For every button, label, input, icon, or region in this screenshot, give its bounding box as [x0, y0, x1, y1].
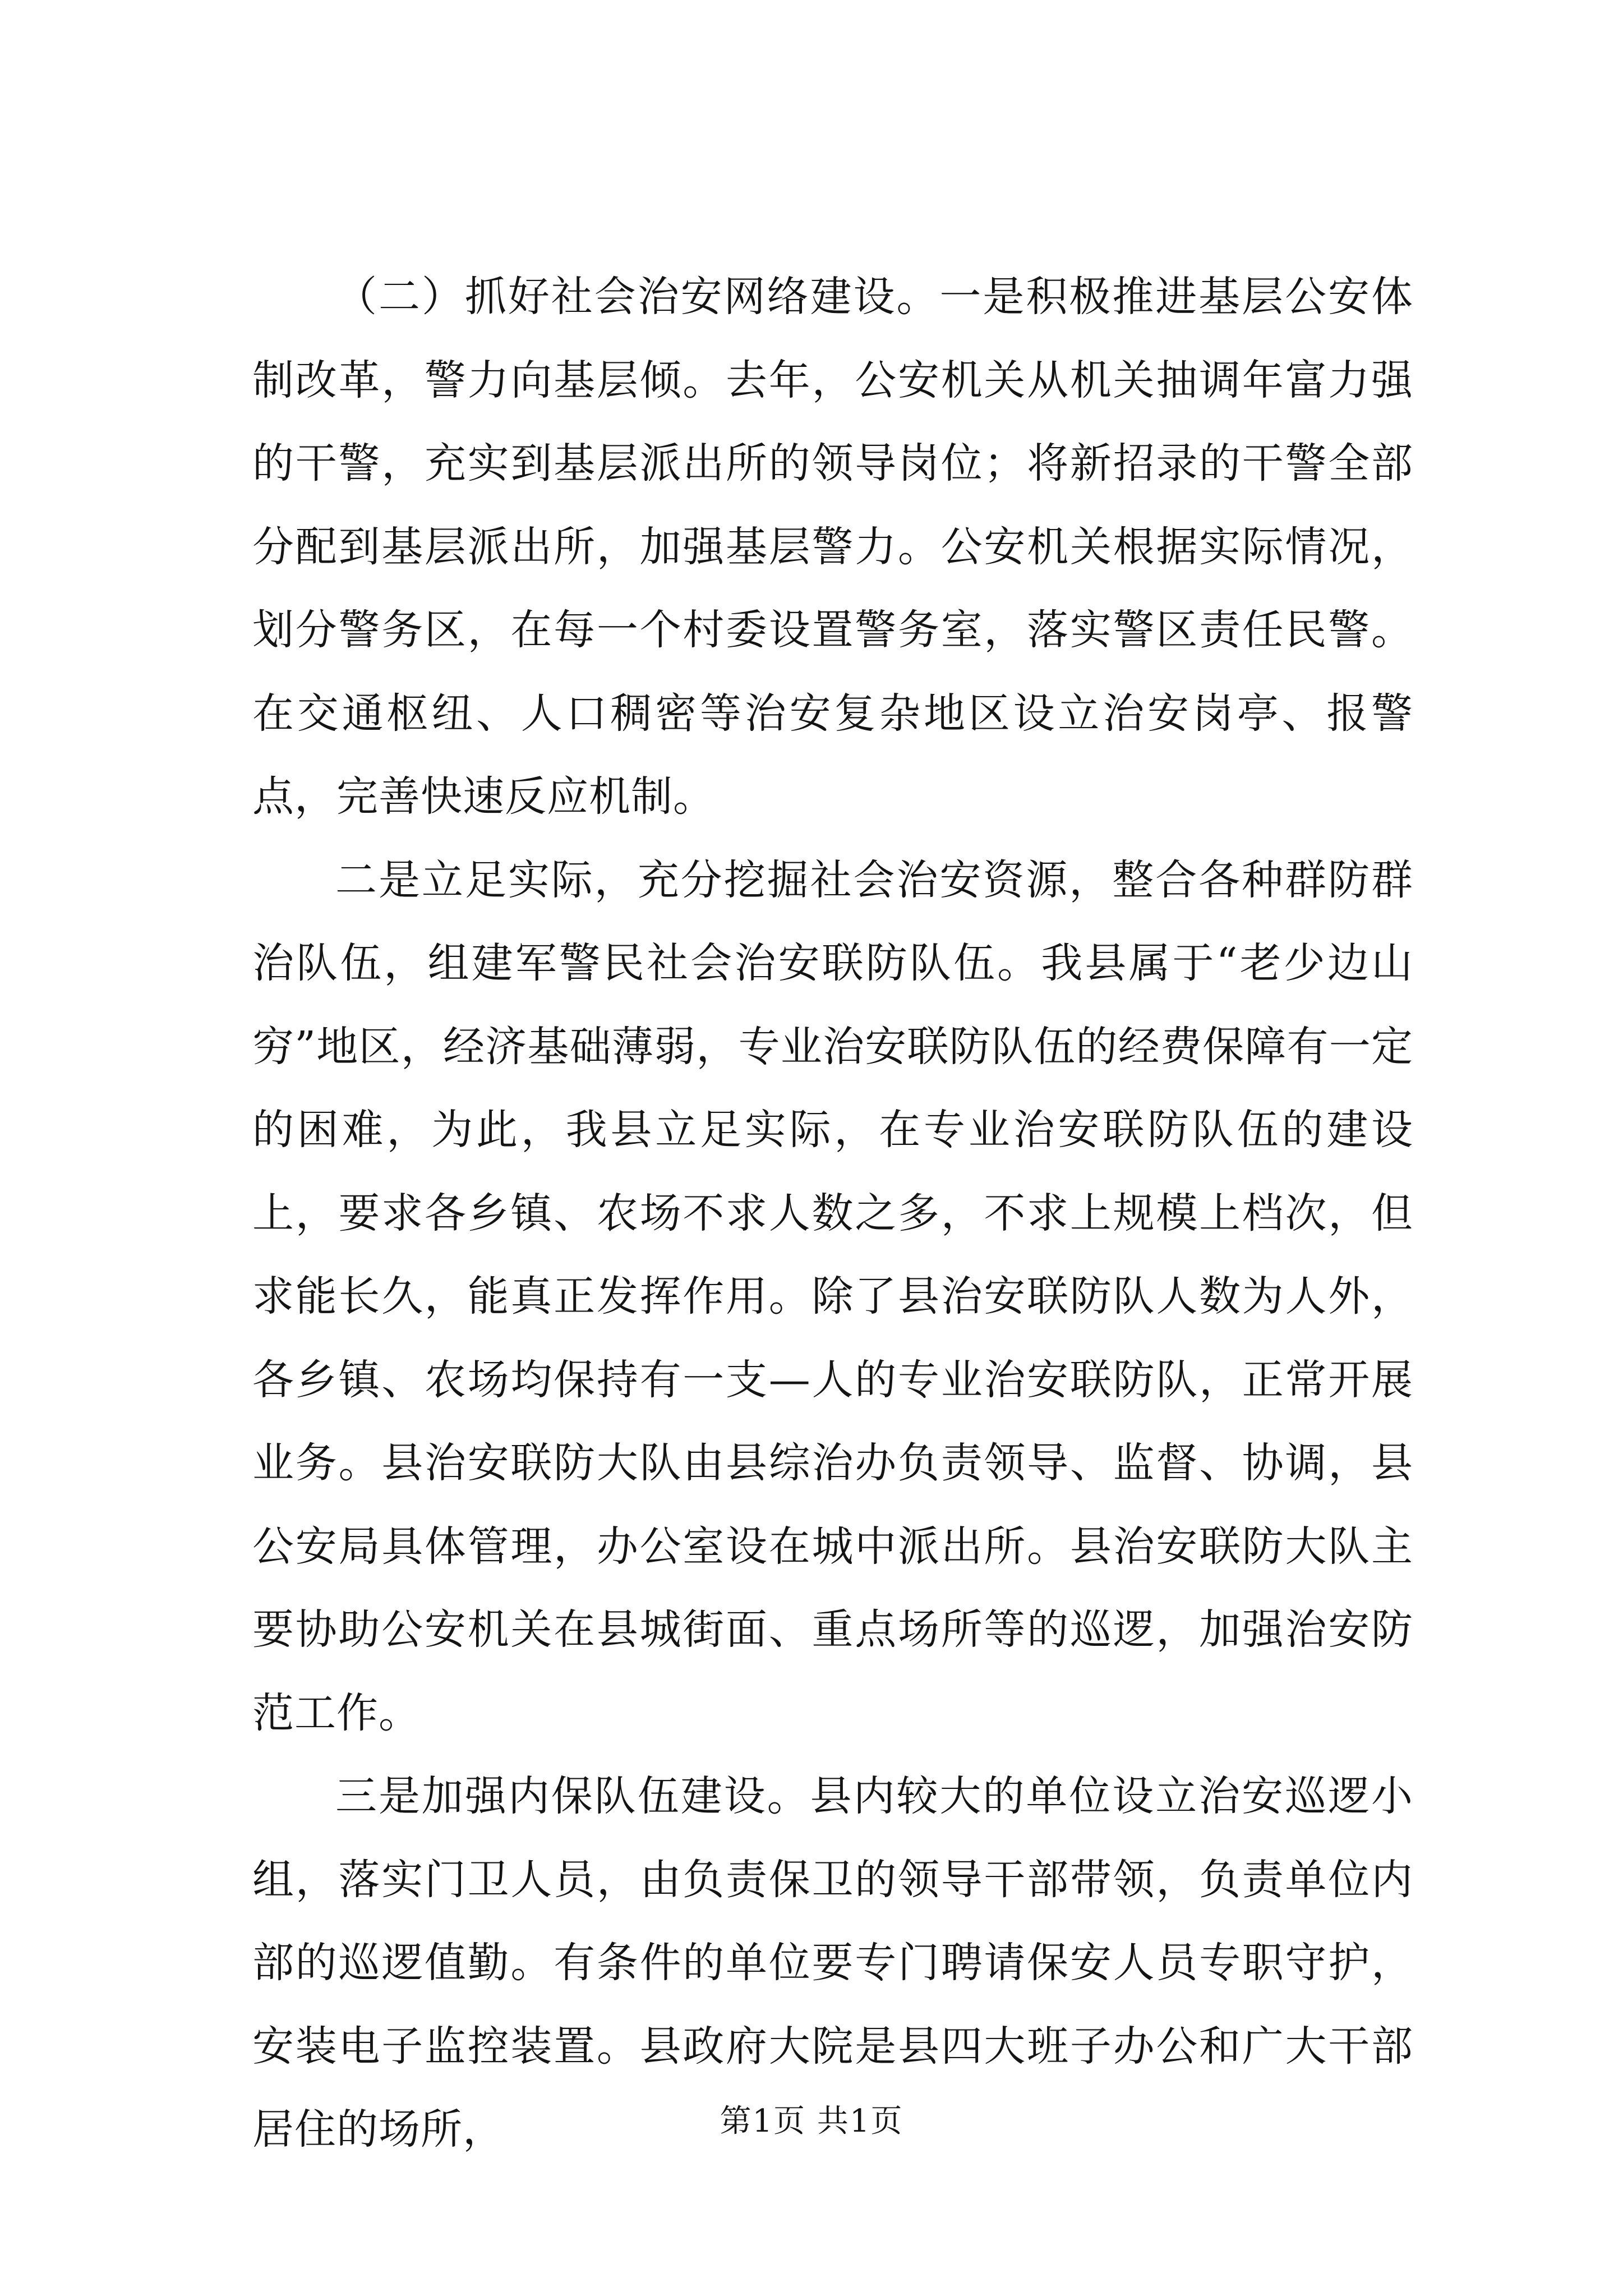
paragraph-internal-security-teams: 三是加强内保队伍建设。县内较大的单位设立治安巡逻小组，落实门卫人员，由负责保卫的领导干部带领，负责单位内部的巡逻值勤。有条件的单位要专门聘请保安人员专职守护，安装电子监控装置。县政府大院是县四大班子办公和广大干部居住的场所，	[252, 1772, 1413, 2154]
paragraph-social-security-network: （二）抓好社会治安网络建设。一是积极推进基层公安体制改革，警力向基层倾。去年，公安机关从机关抽调年富力强的干警，充实到基层派出所的领导岗位；将新招录的干警全部分配到基层派出所，加强基层警力。公安机关根据实际情况，划分警务区，在每一个村委设置警务室，落实警区责任民警。在交通枢纽、人口稠密等治安复杂地区设立治安岗亭、报警点，完善快速反应机制。	[252, 273, 1413, 821]
page-number-footer: 第1页 共1页	[720, 2103, 903, 2139]
document-body	[252, 255, 1413, 2171]
paragraph-joint-defense-teams: 二是立足实际，充分挖掘社会治安资源，整合各种群防群治队伍，组建军警民社会治安联防队伍。我县属于“老少边山穷”地区，经济基础薄弱，专业治安联防队伍的经费保障有一定的困难，为此，我县立足实际，在专业治安联防队伍的建设上，要求各乡镇、农场不求人数之多，不求上规模上档次，但求能长久，能真正发挥作用。除了县治安联防队人数为人外，各乡镇、农场均保持有一支—人的专业治安联防队，正常开展业务。县治安联防大队由县综治办负责领导、监督、协调，县公安局具体管理，办公室设在城中派出所。县治安联防大队主要协助公安机关在县城街面、重点场所等的巡逻，加强治安防范工作。	[252, 855, 1413, 1737]
